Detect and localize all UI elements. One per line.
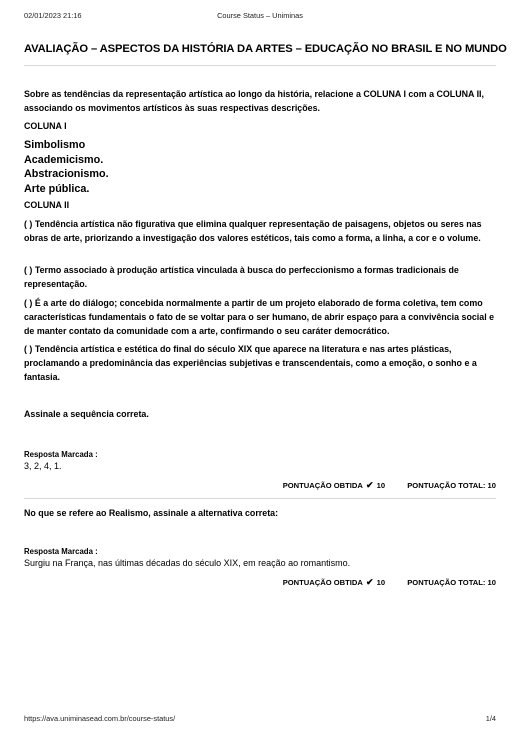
score-total	[407, 481, 496, 490]
footer-url: https://ava.uniminasead.com.br/course-status/	[24, 714, 176, 723]
score-obtained	[283, 577, 385, 588]
question-1-instruction: Assinale a sequência correta.	[24, 409, 149, 419]
column-1-item: Arte pública.	[24, 182, 90, 195]
question-1-intro: Sobre as tendências da representação artística ao longo da história, relacione a COLUNA I com a COLUNA II, associando os movimentos artísticos às suas respectivas descrições.	[24, 89, 484, 113]
answer-value: Surgiu na França, nas últimas décadas do século XIX, em reação ao romantismo.	[24, 558, 351, 568]
column-1-title: COLUNA I	[24, 121, 67, 131]
column-2-item: ( ) Tendência artística e estética do final do século XIX que aparece na literatura e nas artes plásticas, proclamando a predominância das experiências subjetivas e transcendentais, como a emoção, o sonho e a fantasia.	[24, 344, 477, 382]
column-1-item: Simbolismo	[24, 139, 86, 151]
answer-label: Resposta Marcada :	[24, 547, 98, 556]
answer-value: 3, 2, 4, 1.	[24, 461, 62, 471]
score-obtained	[283, 480, 385, 491]
column-1-item: Academicismo.	[24, 153, 104, 166]
answer-label: Resposta Marcada :	[24, 450, 98, 459]
column-2-item: ( ) Termo associado à produção artística vinculada à busca do perfeccionismo a formas tradicionais de representação.	[24, 265, 459, 289]
score-total-label: PONTUAÇÃO TOTAL:	[407, 578, 486, 587]
check-icon: ✔	[365, 577, 374, 587]
print-page-title: Course Status – Uniminas	[217, 11, 303, 20]
column-1-item: Abstracionismo.	[24, 168, 109, 180]
check-icon: ✔	[365, 480, 374, 490]
page-count: 1/4	[485, 714, 496, 723]
print-header	[24, 11, 496, 23]
question-2-text: No que se refere ao Realismo, assinale a alternativa correta:	[24, 508, 279, 518]
page-title: AVALIAÇÃO – ASPECTOS DA HISTÓRIA DA ARTES – EDUCAÇÃO NO BRASIL E NO MUNDO	[24, 43, 507, 55]
score-obtained-label: PONTUAÇÃO OBTIDA	[282, 578, 363, 587]
score-total-value: 10	[487, 578, 496, 587]
score-total	[407, 578, 496, 587]
question-divider	[24, 498, 496, 499]
score-row	[283, 577, 496, 588]
score-total-value: 10	[487, 481, 496, 490]
column-2-item: ( ) É a arte do diálogo; concebida normalmente a partir de um projeto elaborado de forma coletiva, tem como características fundamentais o fato de se voltar para o ser humano, de abrir espaço para a convivência social e de manter contato da comunidade com a arte, confirmando o seu caráter democrático.	[24, 298, 495, 336]
print-datetime: 02/01/2023 21:16	[24, 11, 82, 20]
column-2-item: ( ) Tendência artística não figurativa que elimina qualquer representação de paisagens, objetos ou seres nas obras de arte, priorizando a investigação dos valores estéticos, tais como a forma, a linha, a cor e o volume.	[24, 219, 482, 243]
column-2-title: COLUNA II	[24, 200, 70, 210]
score-total-label: PONTUAÇÃO TOTAL:	[407, 481, 486, 490]
column-1-list	[24, 138, 496, 196]
score-obtained-value: 10	[376, 481, 386, 490]
score-obtained-label: PONTUAÇÃO OBTIDA	[282, 481, 363, 490]
score-obtained-value: 10	[376, 578, 386, 587]
score-row	[283, 480, 496, 491]
title-divider	[24, 65, 496, 66]
